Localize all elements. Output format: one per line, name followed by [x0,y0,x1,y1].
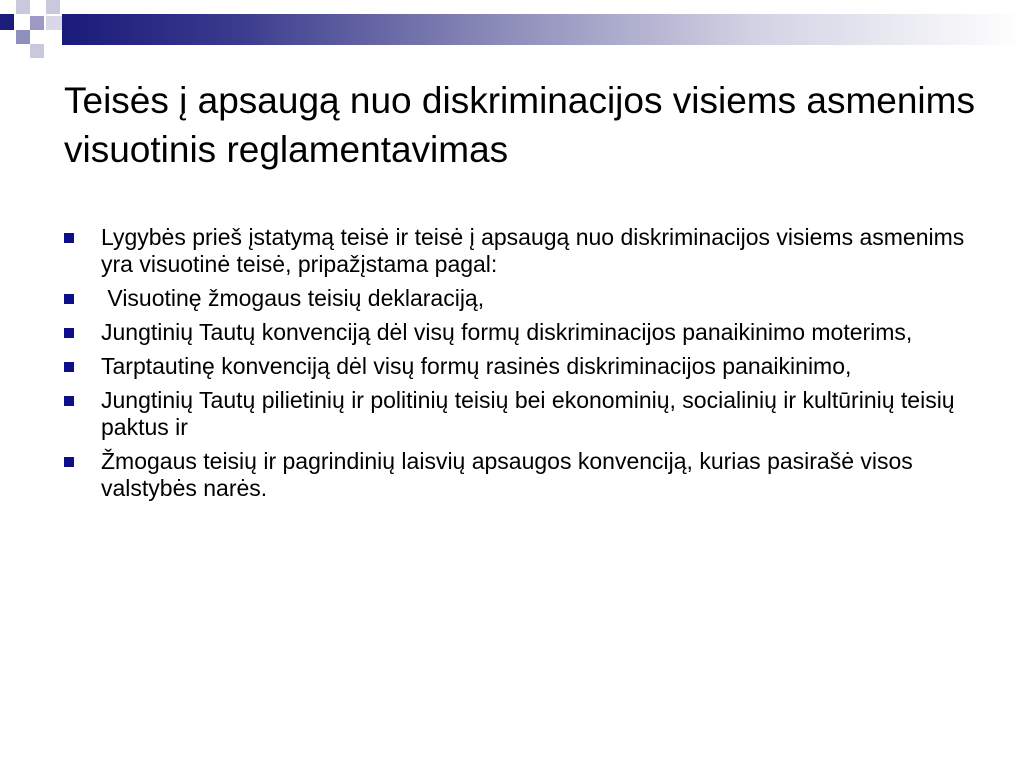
bullet-text: Lygybės prieš įstatymą teisė ir teisė į apsaugą nuo diskriminacijos visiems asmenims yra visuotinė teisė, pripažįstama pagal: [101,224,965,277]
list-item [64,224,974,278]
list-item [64,285,974,312]
decorative-square [16,0,30,14]
list-item [64,387,974,441]
square-bullet-icon [64,328,74,338]
bullet-text: Žmogaus teisių ir pagrindinių laisvių apsaugos konvenciją, kurias pasirašė visos valstybės narės. [101,448,913,501]
header-gradient-bar [62,14,1024,45]
decorative-square [16,30,30,44]
decorative-square [46,16,62,30]
bullet-text: Jungtinių Tautų pilietinių ir politinių teisių bei ekonominių, socialinių ir kultūrinių teisių paktus ir [101,387,955,440]
bullet-list [64,224,974,509]
square-bullet-icon [64,362,74,372]
square-bullet-icon [64,396,74,406]
decorative-square [30,44,44,58]
header-decoration [0,0,1024,60]
decorative-square [46,0,60,14]
bullet-text: Visuotinę žmogaus teisių deklaraciją, [101,285,485,311]
list-item [64,448,974,502]
slide-title: Teisės į apsaugą nuo diskriminacijos visiems asmenims visuotinis reglamentavimas [64,80,975,170]
decorative-square [30,16,44,30]
bullet-text: Jungtinių Tautų konvenciją dėl visų formų diskriminacijos panaikinimo moterims, [101,319,913,345]
square-bullet-icon [64,233,74,243]
list-item [64,319,974,346]
bullet-text: Tarptautinę konvenciją dėl visų formų rasinės diskriminacijos panaikinimo, [101,353,852,379]
list-item [64,353,974,380]
square-bullet-icon [64,294,74,304]
decorative-square [0,14,14,30]
square-bullet-icon [64,457,74,467]
